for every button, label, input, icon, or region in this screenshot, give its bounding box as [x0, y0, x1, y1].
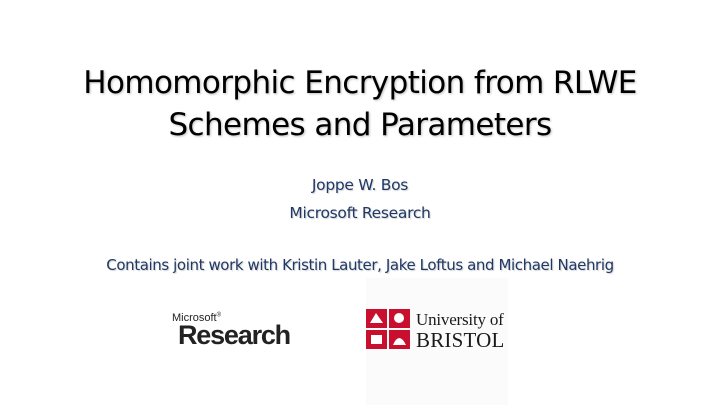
crest-emblem-3: [371, 335, 382, 344]
author-name: Joppe W. Bos: [311, 176, 409, 194]
joint-work-note: Contains joint work with Kristin Lauter, Jake Loftus and Michael Naehrig: [106, 256, 614, 274]
slide-title: [0, 62, 720, 146]
bristol-logo-line-1: University of: [416, 310, 504, 329]
bristol-logo-line-2: BRISTOL: [416, 328, 505, 352]
microsoft-research-logo: [172, 312, 312, 352]
microsoft-logo-trademark: ®: [216, 312, 222, 319]
microsoft-logo-big-text: Research: [178, 320, 290, 350]
author-affiliation: Microsoft Research: [289, 204, 431, 222]
title-line-2: Schemes and Parameters: [168, 107, 552, 143]
crest-emblem-2: [394, 313, 404, 323]
microsoft-logo-small-text: Microsoft: [172, 312, 217, 324]
title-line-1: Homomorphic Encryption from RLWE: [83, 65, 637, 101]
bristol-crest-icon: [366, 309, 410, 349]
